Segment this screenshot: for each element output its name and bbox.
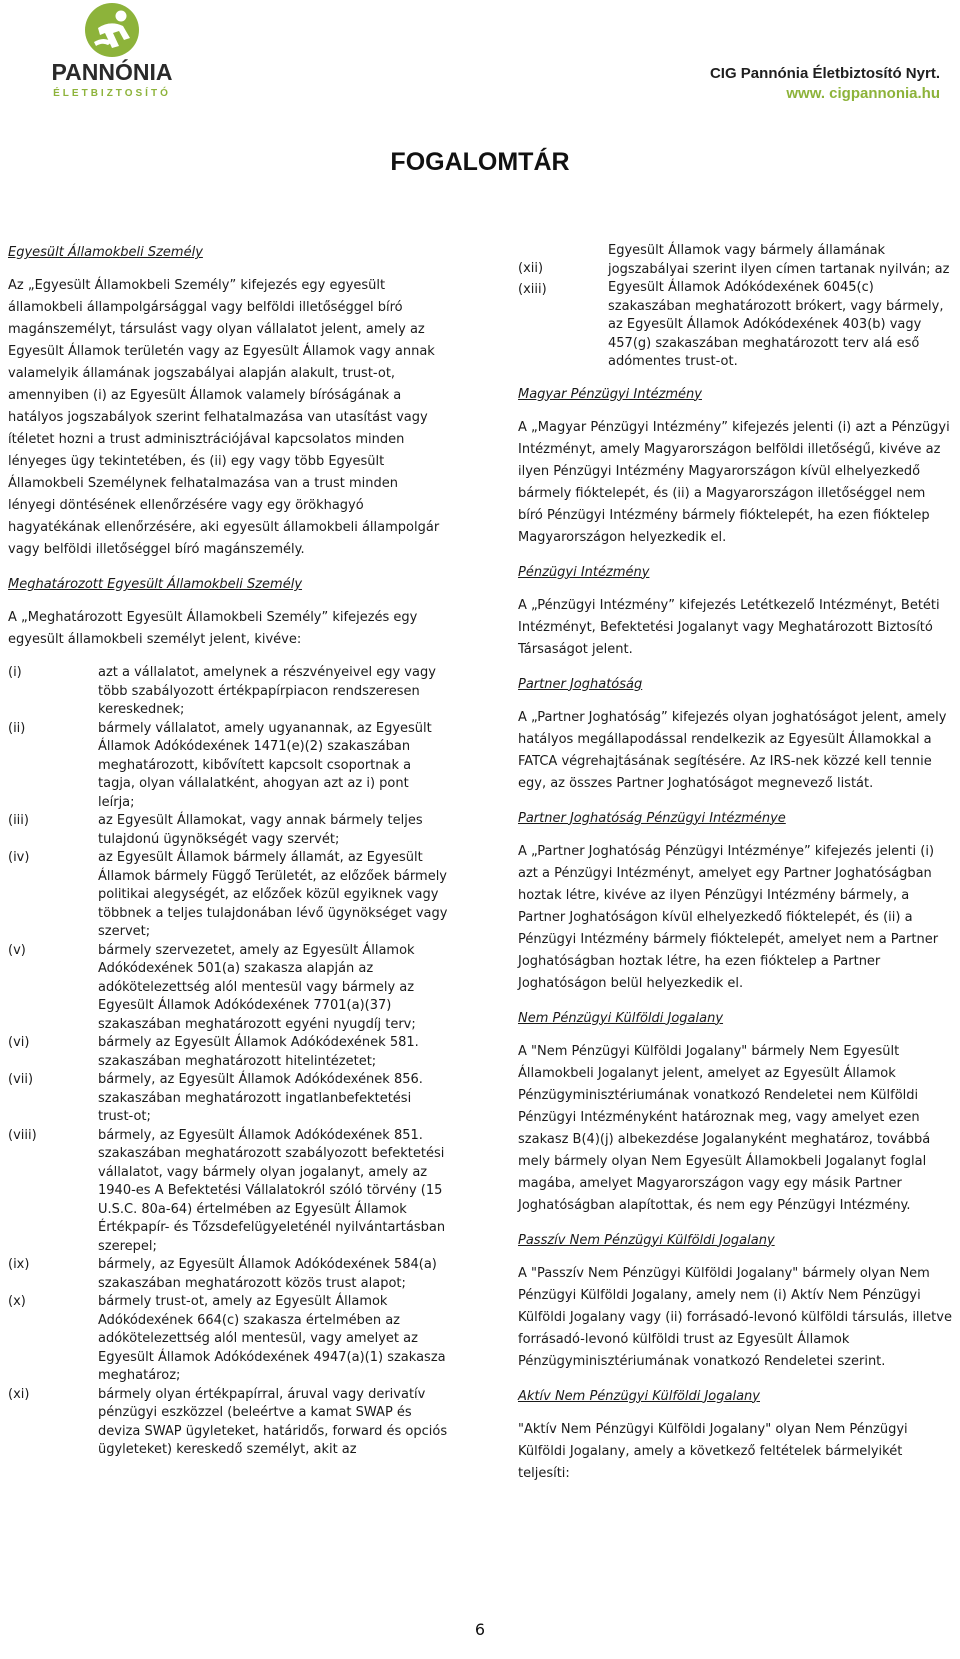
logo-wordmark: PANNÓNIA — [51, 59, 173, 85]
item-text: bármely olyan értékpapírral, áruval vagy derivatív pénzügyi eszközzel (beleértve a kamat SWAP és deviza SWAP ügyleteket, határidős, forward és opciós ügyleteket) kereskedő személyt, akit az — [98, 1386, 448, 1457]
section-body: A "Passzív Nem Pénzügyi Külföldi Jogalany" bármely olyan Nem Pénzügyi Külföldi Jogalany, amely nem (i) Aktív Nem Pénzügyi Külföldi Jogalany vagy (ii) forrásadó-levonó külföldi társulás, illetve forrásadó-levonó külföldi trust az Egyesült Államok Pénzügyminisztériumának vonatkozó Rendeletei szerint. — [518, 1265, 952, 1369]
list-item — [8, 1386, 448, 1460]
item-number: (x) — [8, 1294, 26, 1309]
list-item — [8, 1293, 448, 1386]
list-item — [8, 849, 448, 942]
section-heading: Nem Pénzügyi Külföldi Jogalany — [518, 1010, 724, 1026]
item-number: (vii) — [8, 1072, 34, 1087]
item-text: bármely az Egyesült Államok Adókódexének 581. szakaszában meghatározott hitelintézetet; — [98, 1035, 419, 1069]
section-body: A "Nem Pénzügyi Külföldi Jogalany" bármely Nem Egyesült Államokbeli Jogalanyt jelent, amelyet az Egyesült Államok Pénzügyminisztériumának vonatkozó Rendeletei nem Külföldi Pénzügyi Intézményként határoznak meg, vagy amelyet ezen szakasz B(4)(j) albekezdése Jogalanyként meghatároz, továbbá mely bármely olyan Nem Egyesült Államokbeli Jogalanyt foglal magába, amelyet Magyarországon vagy egy másik Partner Joghatóságban alapítottak, és nem egy Pénzügyi Intézmény. — [518, 1043, 931, 1213]
page-number: 6 — [474, 1620, 486, 1639]
left-column — [8, 242, 448, 1460]
item-text: az Egyesült Államok bármely államát, az Egyesült Államok bármely Függő Területét, az előzőek bármely politikai alegységét, az előzőek közül egyiknek vagy többnek a teljes tulajdonában lévő ügynökséget vagy szervet; — [98, 850, 448, 939]
exception-list — [8, 664, 448, 1460]
list-continuation — [518, 242, 954, 372]
item-text: bármely vállalatot, amely ugyanannak, az Egyesült Államok Adókódexének 1471(e)(2) szakaszában meghatározott, kibővített kapcsolt csoportnak a tagja, olyan vállalatként, ahogyan azt az i) pont leírja; — [98, 720, 432, 810]
item-number: (ii) — [8, 720, 26, 736]
section-body: A „Meghatározott Egyesült Államokbeli Személy” kifejezés egy egyesült államokbeli személyt jelent, kivéve: — [8, 610, 418, 647]
right-column — [518, 242, 954, 1498]
item-number: (viii) — [8, 1127, 37, 1143]
item-text: azt a vállalatot, amelynek a részvényeivel egy vagy több szabályozott értékpapírpiacon rendszeresen kereskednek; — [98, 665, 436, 717]
section-body: A „Pénzügyi Intézmény” kifejezés Letétkezelő Intézményt, Betéti Intézményt, Befektetési Jogalanyt vagy Meghatározott Biztosító Társaságot jelent. — [518, 597, 940, 657]
item-text: bármely, az Egyesült Államok Adókódexének 856. szakaszában meghatározott ingatlanbefektetési trust-ot; — [98, 1072, 423, 1124]
item-text: az Egyesült Államokat, vagy annak bármely teljes tulajdonú ügynökségét vagy szervét; — [98, 813, 423, 847]
section-heading: Aktív Nem Pénzügyi Külföldi Jogalany — [518, 1388, 760, 1404]
list-item — [8, 1034, 448, 1071]
section-heading: Magyar Pénzügyi Intézmény — [518, 386, 702, 402]
section-heading: Pénzügyi Intézmény — [518, 564, 650, 580]
list-item — [8, 1127, 448, 1257]
section-heading: Partner Joghatóság — [518, 676, 643, 692]
item-number: (xii) — [518, 261, 544, 276]
section-body: A „Magyar Pénzügyi Intézmény” kifejezés jelenti (i) azt a Pénzügyi Intézményt, amely Magyarországon belföldi illetőségű, kivéve az ilyen Pénzügyi Intézmény Magyarországon kívül elhelyezkedő bármely fióktelepét, és (ii) a Magyarországon illetőséggel nem bíró Pénzügyi Intézmény bármely fióktelepét, ha ezen fióktelep Magyarországon helyezkedik el. — [518, 419, 950, 545]
item-text: bármely, az Egyesült Államok Adókódexének 851. szakaszában meghatározott szabályozott befektetési vállalatot, vagy bármely olyan jogalanyt, amely az 1940-es A Befektetési Vállalatokról szóló törvény (15 U.S.C. 80a-64) értelmében az Egyesült Államok Értékpapír- és Tőzsdefelügyeleténél nyilvántartásban szerepel; — [98, 1127, 446, 1254]
section-body: A „Partner Joghatóság Pénzügyi Intézménye” kifejezés jelenti (i) azt a Pénzügyi Intézményt, amelyet egy Partner Joghatóságban hoztak létre, kivéve az ilyen Pénzügyi Intézmény bármely, a Partner Joghatóságon kívül elhelyezkedő fióktelepét, és (ii) a Pénzügyi Intézmény bármely fióktelepét, amelyet nem a Partner Joghatóságban hoztak létre, ha ezen fióktelep a Partner Joghatóságon belül helyezkedik el. — [518, 843, 939, 991]
list-item — [8, 720, 448, 813]
item-number: (xi) — [8, 1386, 30, 1402]
item-numbers — [518, 242, 608, 372]
section-heading: Meghatározott Egyesült Államokbeli Személy — [8, 577, 303, 592]
pannonia-logo — [24, 2, 200, 100]
company-website-link[interactable]: www. cigpannonia.hu — [786, 85, 940, 102]
list-item — [8, 1256, 448, 1293]
section-heading: Passzív Nem Pénzügyi Külföldi Jogalany — [518, 1232, 775, 1248]
item-number: (iii) — [8, 813, 29, 828]
item-number: (vi) — [8, 1035, 30, 1050]
list-item — [8, 942, 448, 1035]
section-heading: Partner Joghatóság Pénzügyi Intézménye — [518, 810, 786, 826]
section-body: A „Partner Joghatóság” kifejezés olyan joghatóságot jelent, amely hatályos megállapodással rendelkezik az Egyesült Államokkal a FATCA végrehajtásának segítésére. Az IRS-nek közzé kell tennie egy, az összes Partner Joghatóságot megnevező listát. — [518, 709, 947, 791]
item-text: bármely szervezetet, amely az Egyesült Államok Adókódexének 501(a) szakasza alapján az adókötelezettség alól mentesül vagy bármely az Egyesült Államok Adókódexének 7701(a)(37) szakaszában meghatározott egyéni nyugdíj terv; — [98, 942, 416, 1032]
item-number: (iv) — [8, 850, 30, 865]
page-title: FOGALOMTÁR — [390, 148, 570, 176]
item-number: (v) — [8, 942, 26, 958]
list-item — [8, 1071, 448, 1127]
item-text: bármely, az Egyesült Államok Adókódexének 584(a) szakaszában meghatározott közös trust alapot; — [98, 1257, 437, 1291]
section-body: Az „Egyesült Államokbeli Személy” kifejezés egy egyesült államokbeli állampolgársággal vagy belföldi illetőséggel bíró magánszemélyt, társulást vagy olyan vállalatot jelent, amely az Egyesült Államok területén vagy az Egyesült Államok vagy annak valamelyik államának jogszabályai alapján alakult, trust-ot, amennyiben (i) az Egyesült Államok valamely bíróságának a hatályos jogszabályok szerint felhatalmazása van utasítást vagy ítéletet hozni a trust adminisztrációjával kapcsolatos minden lényeges ügy tekintetében, és (ii) egy vagy több Egyesült Államokbeli Személynek felhatalmazása van a trust minden lényegi döntésének ellenőrzésére vagy egy örökhagyó hagyatékának ellenőrzésére, aki egyesült államokbeli állampolgár vagy belföldi illetőséggel bíró magánszemély. — [8, 278, 440, 557]
list-item — [8, 664, 448, 720]
section-heading: Egyesült Államokbeli Személy — [8, 245, 203, 260]
item-number: (ix) — [8, 1257, 30, 1272]
item-text: bármely trust-ot, amely az Egyesült Államok Adókódexének 664(c) szakasza értelmében az adókötelezettség alól mentesül, vagy amelyet az Egyesült Államok Adókódexének 4947(a)(1) szakasza meghatároz; — [98, 1294, 446, 1383]
logo-subtext: ÉLETBIZTOSÍTÓ — [53, 88, 171, 99]
item-number: (i) — [8, 665, 22, 680]
section-body: "Aktív Nem Pénzügyi Külföldi Jogalany" olyan Nem Pénzügyi Külföldi Jogalany, amely a következő feltételek bármelyikét teljesíti: — [518, 1421, 908, 1481]
item-number: (xiii) — [518, 282, 547, 297]
company-info — [710, 64, 940, 104]
company-name: CIG Pannónia Életbiztosító Nyrt. — [709, 65, 940, 82]
list-item — [8, 812, 448, 849]
item-text: Egyesült Államok vagy bármely államának jogszabályai szerint ilyen címen tartanak nyilván; az Egyesült Államok Adókódexének 6045(c) szakaszában meghatározott brókert, vagy bármely, az Egyesült Államok Adókódexének 403(b) vagy 457(g) szakaszában meghatározott terv alá eső adómentes trust-ot. — [608, 243, 950, 369]
